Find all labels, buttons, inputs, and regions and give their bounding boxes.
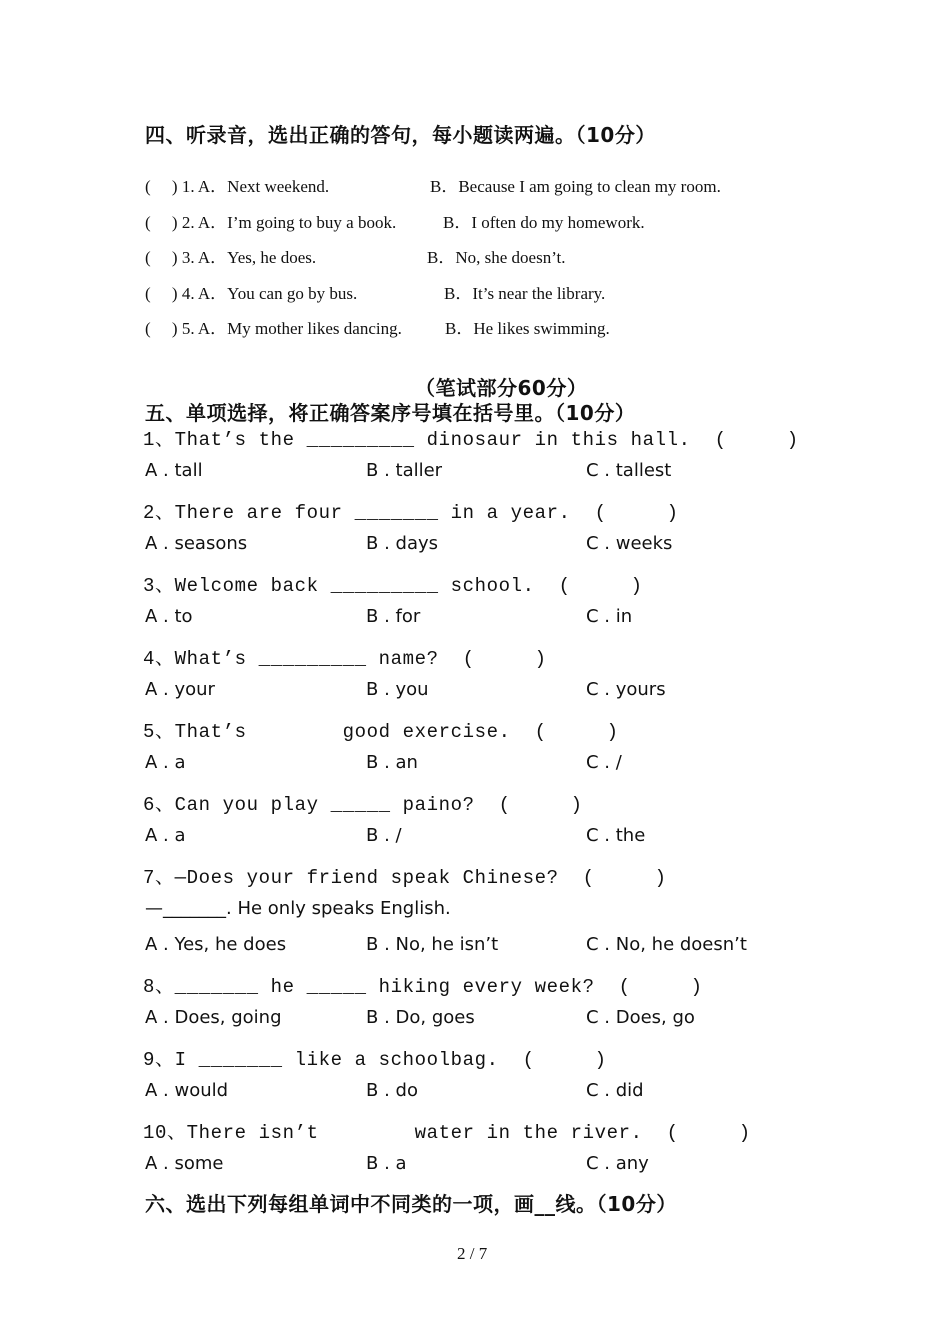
q10-option-b: B . a [366,1153,407,1174]
q9-option-c: C . did [586,1080,644,1101]
listen-item-4-b: B．It’s near the library. [444,284,606,303]
q6-option-a: A . a [145,825,186,846]
q4-option-c: C . yours [586,679,666,700]
q7-answer-line: —_______. He only speaks English. [145,898,451,919]
q6-option-b: B . / [366,825,402,846]
q2-option-c: C . weeks [586,533,673,554]
q8-option-c: C . Does, go [586,1007,695,1028]
section-6-title: 六、选出下列每组单词中不同类的一项，画__线。（10分） [145,1192,677,1216]
listen-item-3-b: B．No, she doesn’t. [427,248,566,267]
question-8: 8、_______ he _____ hiking every week? ( ) [143,976,703,998]
question-9: 9、I _______ like a schoolbag. ( ) [143,1049,607,1071]
q3-option-b: B . for [366,606,421,627]
q4-option-a: A . your [145,679,215,700]
question-7: 7、—Does your friend speak Chinese? ( ) [143,867,667,889]
page-number: 2 / 7 [457,1244,488,1263]
q5-option-a: A . a [145,752,186,773]
q2-option-b: B . days [366,533,438,554]
question-5: 5、That’s good exercise. ( ) [143,721,619,743]
question-4: 4、What’s _________ name? ( ) [143,648,547,670]
q7-option-a: A . Yes, he does [145,934,287,955]
q7-option-b: B . No, he isn’t [366,934,499,955]
listen-item-2-b: B．I often do my homework. [443,213,645,232]
q8-option-b: B . Do, goes [366,1007,475,1028]
listen-item-4-a: ( ) 4. A．You can go by bus. [145,284,358,303]
question-10: 10、There isn’t water in the river. ( ) [143,1122,751,1144]
q3-option-a: A . to [145,606,193,627]
listen-item-5-a: ( ) 5. A．My mother likes dancing. [145,319,402,338]
q5-option-c: C . / [586,752,622,773]
listen-item-2-a: ( ) 2. A．I’m going to buy a book. [145,213,397,232]
q2-option-a: A . seasons [145,533,248,554]
question-1: 1、That’s the _________ dinosaur in this hall. ( ) [143,429,799,451]
listen-item-1-a: ( ) 1. A．Next weekend. [145,177,330,196]
q10-option-a: A . some [145,1153,224,1174]
q5-option-b: B . an [366,752,418,773]
q9-option-b: B . do [366,1080,418,1101]
q8-option-a: A . Does, going [145,1007,282,1028]
q1-option-a: A . tall [145,460,203,481]
listen-item-5-b: B．He likes swimming. [445,319,610,338]
q7-option-c: C . No, he doesn’t [586,934,747,955]
section-4-title: 四、听录音，选出正确的答句，每小题读两遍。（10分） [145,123,656,147]
q9-option-a: A . would [145,1080,229,1101]
q10-option-c: C . any [586,1153,649,1174]
listen-item-3-a: ( ) 3. A．Yes, he does. [145,248,317,267]
q3-option-c: C . in [586,606,633,627]
listen-item-1-b: B．Because I am going to clean my room. [430,177,721,196]
question-3: 3、Welcome back _________ school. ( ) [143,575,643,597]
question-2: 2、There are four _______ in a year. ( ) [143,502,679,524]
question-6: 6、Can you play _____ paino? ( ) [143,794,583,816]
q4-option-b: B . you [366,679,429,700]
q6-option-c: C . the [586,825,646,846]
q1-option-b: B . taller [366,460,443,481]
written-part-label: （笔试部分60分） [415,376,588,400]
q1-option-c: C . tallest [586,460,672,481]
section-5-title: 五、单项选择，将正确答案序号填在括号里。（10分） [145,401,636,425]
